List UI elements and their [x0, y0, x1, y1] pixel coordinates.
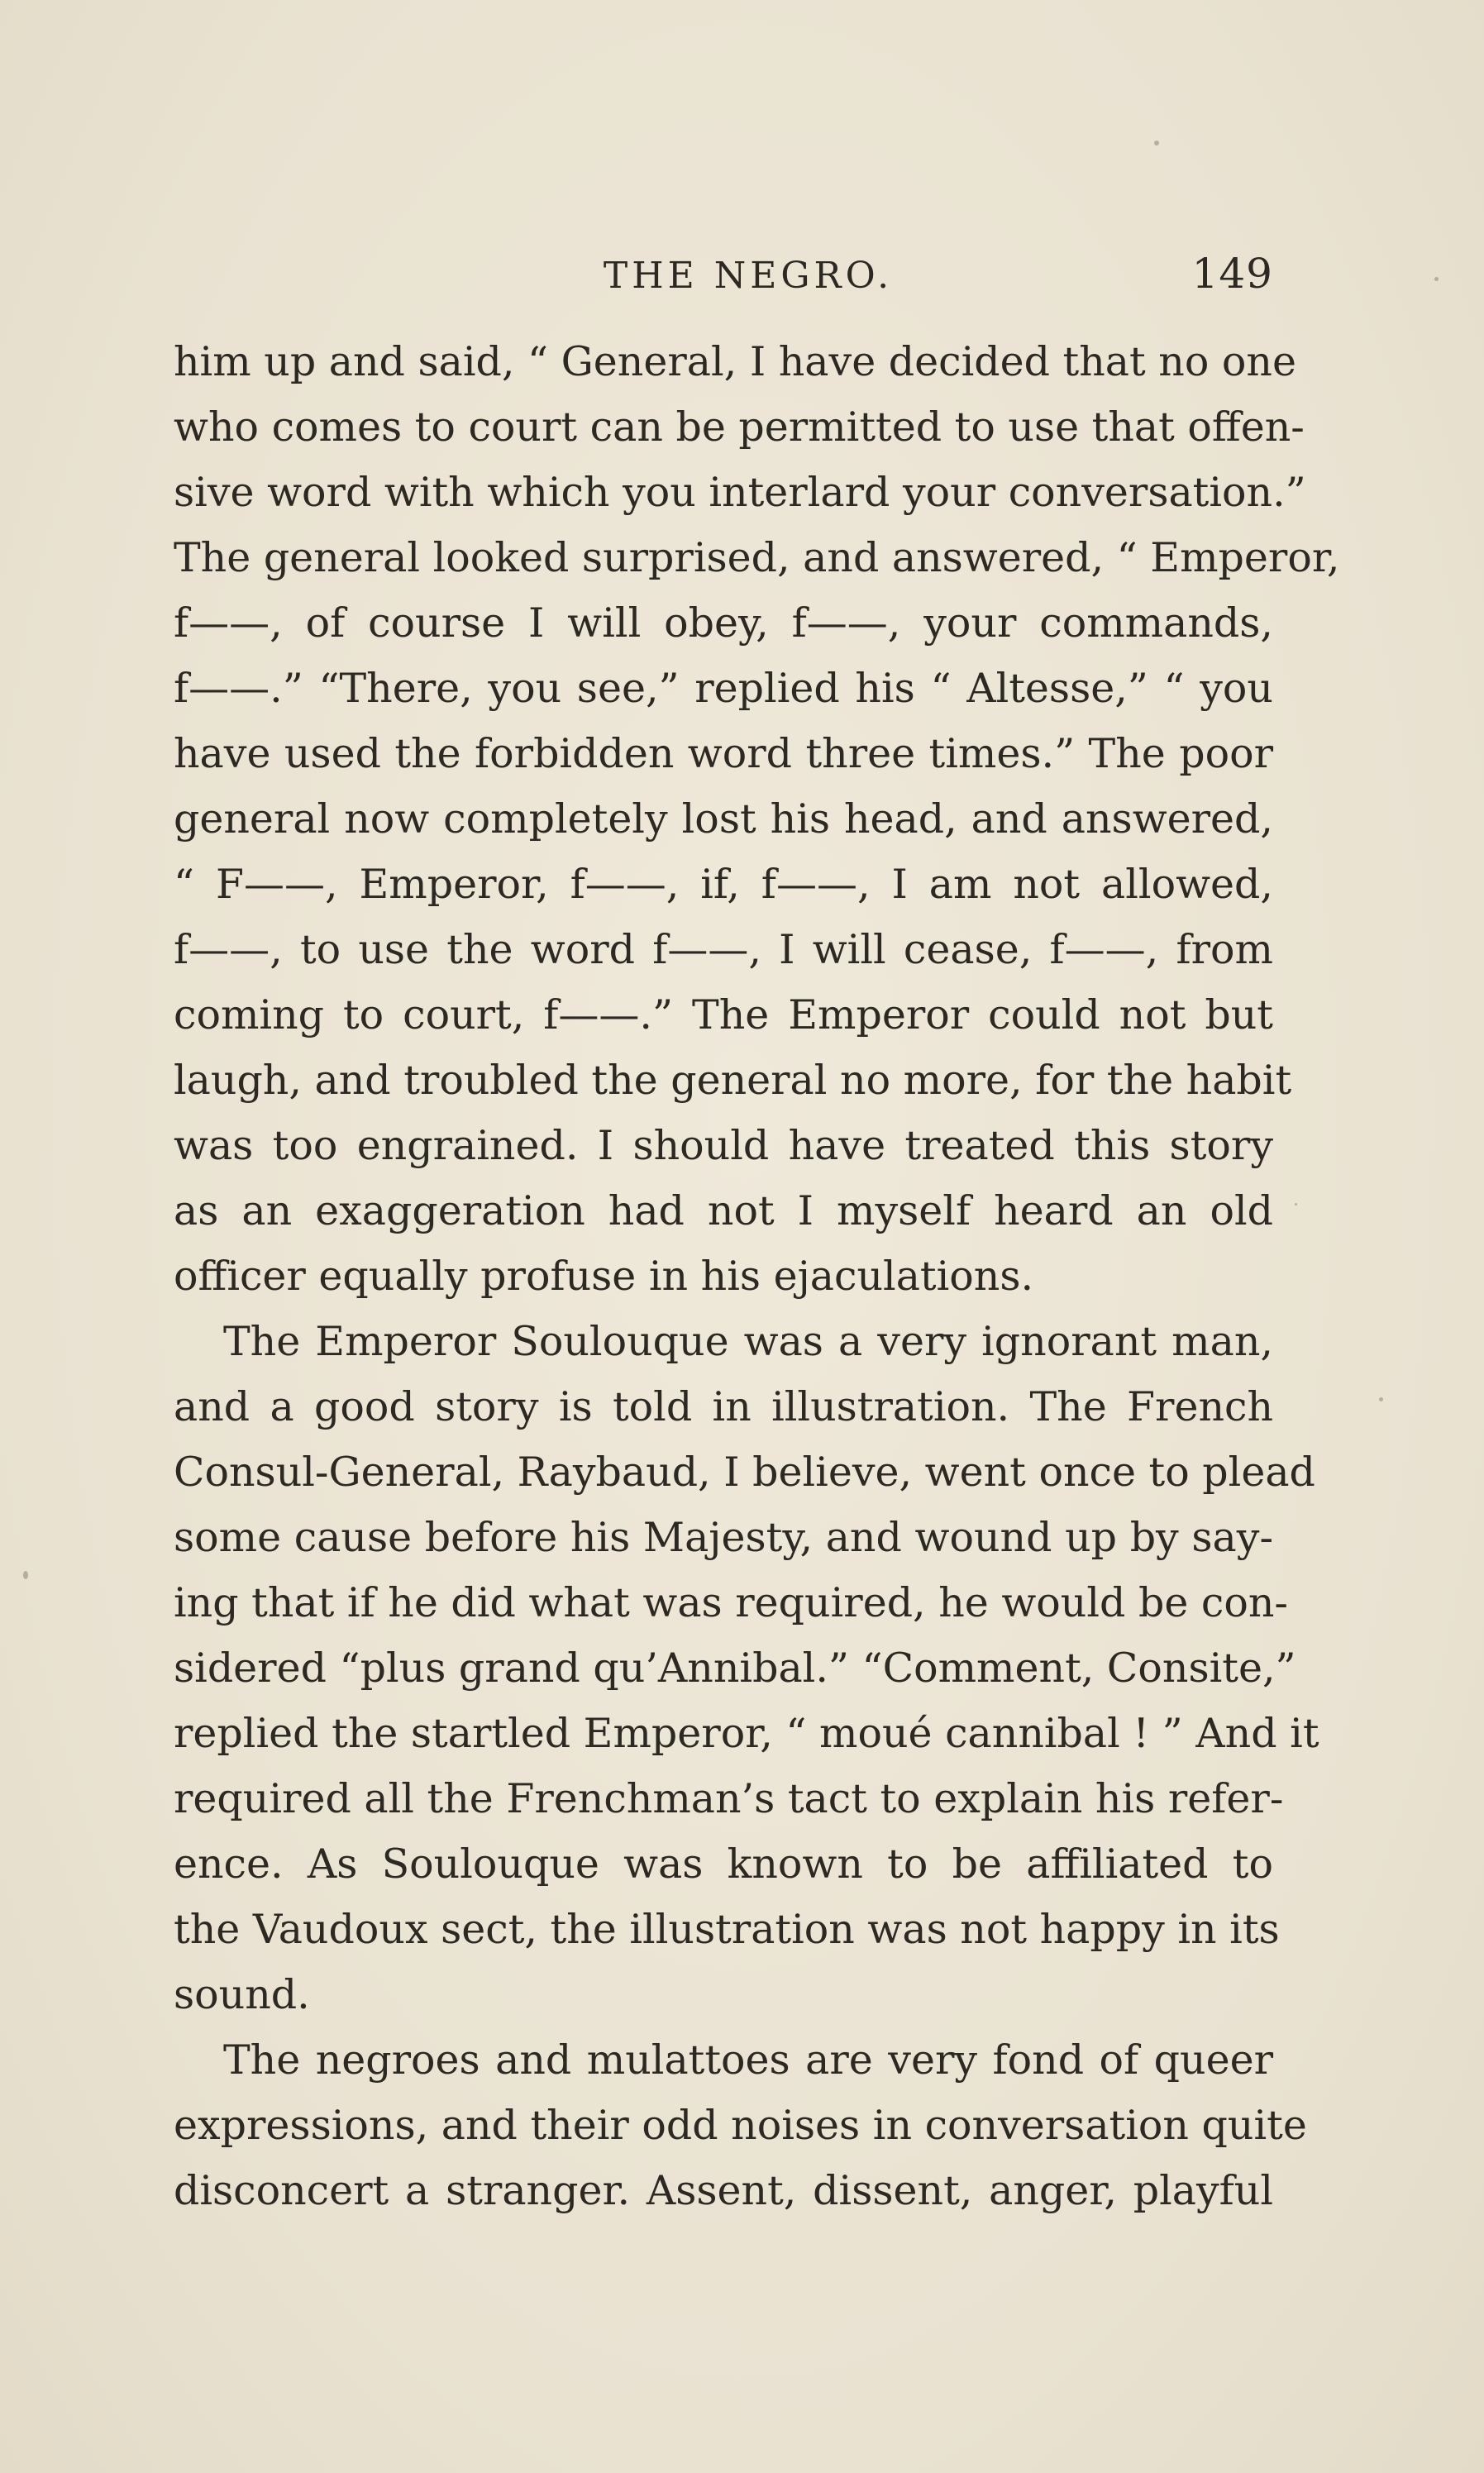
text-line: officer equally profuse in his ejaculations.	[174, 1253, 1034, 1300]
paragraph	[174, 2027, 1307, 2223]
text-line: ing that if he did what was required, he would be con-	[174, 1579, 1288, 1626]
text-line: general now completely lost his head, and answered,	[174, 795, 1273, 843]
paper-speck	[1154, 141, 1159, 146]
text-line: expressions, and their odd noises in conversation quite	[174, 2102, 1307, 2149]
paper-speck	[1295, 1203, 1297, 1205]
text-line: required all the Frenchman’s tact to explain his refer-	[174, 1775, 1284, 1822]
paragraph	[174, 329, 1340, 1309]
page-number: 149	[1191, 250, 1273, 298]
text-line: him up and said, “ General, I have decided that no one	[174, 338, 1296, 385]
text-line: The general looked surprised, and answered, “ Emperor,	[174, 534, 1340, 581]
text-line: laugh, and troubled the general no more, for the habit	[174, 1057, 1292, 1104]
text-line: have used the forbidden word three times.” The poor	[174, 730, 1273, 777]
text-line: was too engrained. I should have treated this story	[174, 1122, 1273, 1169]
text-line: f——, of course I will obey, f——, your commands,	[174, 599, 1273, 647]
text-line: replied the startled Emperor, “ moué cannibal ! ” And it	[174, 1710, 1319, 1757]
text-line: sound.	[174, 1971, 310, 2018]
text-line: ence. As Soulouque was known to be affiliated to	[174, 1840, 1273, 1888]
text-line: Consul-General, Raybaud, I believe, went once to plead	[174, 1449, 1315, 1496]
text-line: and a good story is told in illustration. The French	[174, 1383, 1273, 1430]
text-line: coming to court, f——.” The Emperor could not but	[174, 991, 1273, 1038]
text-line: the Vaudoux sect, the illustration was not happy in its	[174, 1906, 1280, 1953]
text-line: The Emperor Soulouque was a very ignorant man,	[223, 1318, 1273, 1365]
running-head-title: THE NEGRO.	[603, 255, 894, 297]
text-line: sidered “plus grand qu’Annibal.” “Comment, Consite,”	[174, 1645, 1296, 1692]
text-line: who comes to court can be permitted to use that offen-	[174, 403, 1305, 451]
running-head	[174, 250, 1273, 304]
text-line: f——, to use the word f——, I will cease, f——, from	[174, 926, 1273, 973]
text-line: as an exaggeration had not I myself heard an old	[174, 1187, 1273, 1234]
paragraph	[174, 1309, 1319, 2027]
text-line: some cause before his Majesty, and wound up by say-	[174, 1514, 1273, 1561]
paper-speck	[23, 1571, 28, 1579]
paper-speck	[1379, 1397, 1383, 1401]
text-line: disconcert a stranger. Assent, dissent, anger, playful	[174, 2167, 1273, 2214]
text-line: “ F——, Emperor, f——, if, f——, I am not allowed,	[174, 861, 1273, 908]
text-line: sive word with which you interlard your conversation.”	[174, 469, 1306, 516]
text-line: f——.” “There, you see,” replied his “ Altesse,” “ you	[174, 665, 1273, 712]
text-line: The negroes and mulattoes are very fond of queer	[223, 2036, 1273, 2084]
paper-speck	[1434, 277, 1439, 281]
body-text	[174, 329, 1340, 2223]
